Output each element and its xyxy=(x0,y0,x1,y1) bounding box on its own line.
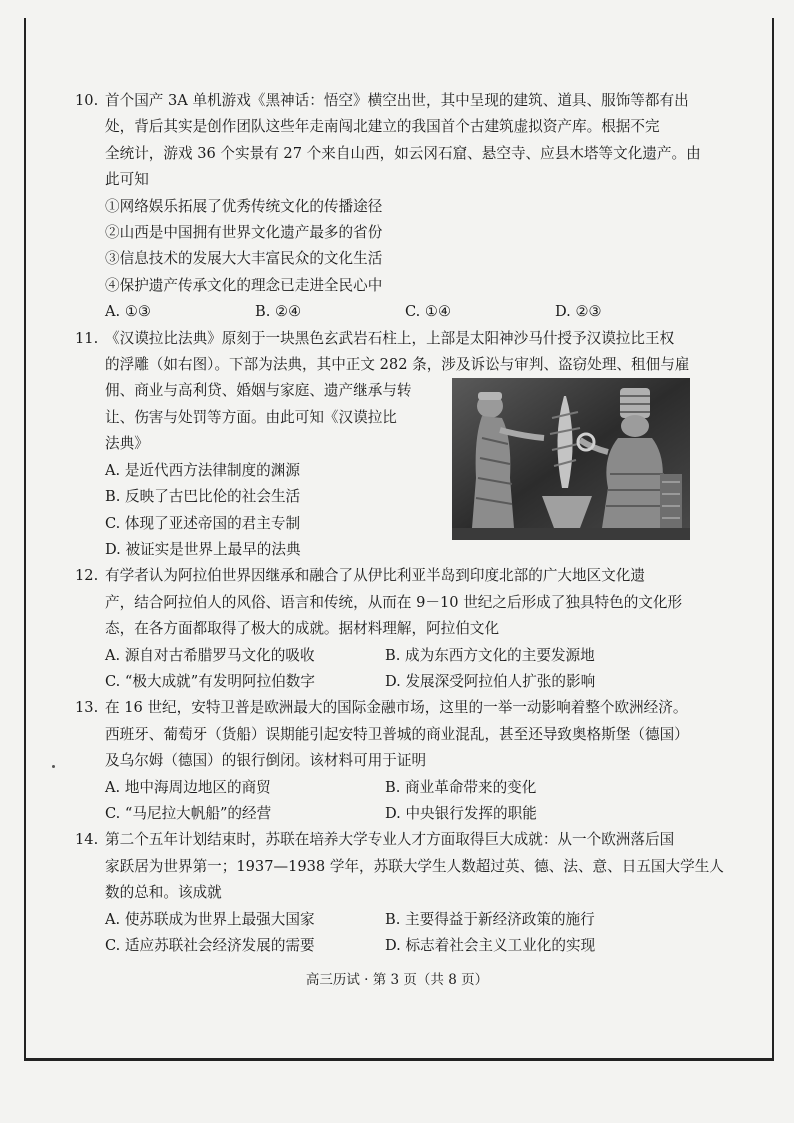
statement-2: ②山西是中国拥有世界文化遗产最多的省份 xyxy=(105,224,383,242)
question-number: 14. xyxy=(75,831,99,849)
option-d: D. 标志着社会主义工业化的实现 xyxy=(385,937,596,954)
relief-illustration xyxy=(452,378,690,540)
option-d: D. 被证实是世界上最早的法典 xyxy=(105,540,301,558)
option-b: B. 主要得益于新经济政策的施行 xyxy=(385,910,595,928)
options-row xyxy=(105,907,705,933)
question-text: 在 16 世纪，安特卫普是欧洲最大的国际金融市场，这里的一举一动影响着整个欧洲经济。 xyxy=(105,699,688,717)
question-text: 及乌尔姆（德国）的银行倒闭。该材料可用于证明 xyxy=(105,752,427,770)
option-b: B. 商业革命带来的变化 xyxy=(385,778,537,796)
scan-speck xyxy=(52,765,55,768)
option-a: A. 使苏联成为世界上最强大国家 xyxy=(105,910,315,928)
options-row xyxy=(105,299,705,325)
page-footer: 高三历试 · 第 3 页（共 8 页） xyxy=(305,972,489,988)
question-text: 家跃居为世界第一；1937—1938 学年，苏联大学生人数超过英、德、法、意、日五国大学生人 xyxy=(105,857,724,875)
option-c: C. 体现了亚述帝国的君主专制 xyxy=(105,514,301,532)
options-row xyxy=(105,933,705,959)
question-text: 法典》 xyxy=(105,435,149,453)
question-12 xyxy=(75,563,705,695)
statement-3: ③信息技术的发展大大丰富民众的文化生活 xyxy=(105,250,383,268)
question-14 xyxy=(75,827,724,959)
hammurabi-stele-relief-image xyxy=(452,378,690,540)
option-c: C. “马尼拉大帆船”的经营 xyxy=(105,804,272,822)
question-text: 的浮雕（如右图）。下部为法典，其中正文 282 条，涉及诉讼与审判、盗窃处理、租佃与雇 xyxy=(105,356,690,374)
question-text: 全统计，游戏 36 个实景有 27 个来自山西，如云冈石窟、悬空寺、应县木塔等文化遗产。由 xyxy=(105,144,701,162)
question-10 xyxy=(75,88,705,326)
question-number: 12. xyxy=(75,567,99,585)
question-11 xyxy=(75,326,705,564)
question-number: 10. xyxy=(75,92,99,109)
question-text: 西班牙、葡萄牙（货船）误期能引起安特卫普城的商业混乱，甚至还导致奥格斯堡（德国） xyxy=(105,725,689,743)
question-text: 处，背后其实是创作团队这些年走南闯北建立的我国首个古建筑虚拟资产库。根据不完 xyxy=(105,118,660,136)
options-row xyxy=(105,775,705,801)
option-b: B. ②④ xyxy=(255,303,302,321)
question-text: 第二个五年计划结束时，苏联在培养大学专业人才方面取得巨大成就：从一个欧洲落后国 xyxy=(105,831,675,849)
options-row xyxy=(105,801,705,827)
question-text: 佣、商业与高利贷、婚姻与家庭、遗产继承与转 xyxy=(105,382,412,400)
option-b: B. 成为东西方文化的主要发源地 xyxy=(385,646,595,664)
option-d: D. 中央银行发挥的职能 xyxy=(385,804,537,822)
question-text: 让、伤害与处罚等方面。由此可知《汉谟拉比 xyxy=(105,408,397,426)
question-number: 11. xyxy=(75,329,99,347)
option-a: A. 源自对古希腊罗马文化的吸收 xyxy=(105,646,315,664)
option-a: A. ①③ xyxy=(105,303,151,321)
option-a: A. 地中海周边地区的商贸 xyxy=(105,778,271,796)
options-row xyxy=(105,669,705,695)
question-left-column xyxy=(105,378,425,563)
option-c: C. 适应苏联社会经济发展的需要 xyxy=(105,937,315,954)
exam-content xyxy=(75,88,724,959)
option-d: D. 发展深受阿拉伯人扩张的影响 xyxy=(385,672,596,690)
option-c: C. ①④ xyxy=(405,303,452,321)
question-text: 首个国产 3A 单机游戏《黑神话：悟空》横空出世，其中呈现的建筑、道具、服饰等都有出 xyxy=(105,92,689,109)
question-13 xyxy=(75,695,705,827)
option-d: D. ②③ xyxy=(555,303,602,321)
question-text: 《汉谟拉比法典》原刻于一块黑色玄武岩石柱上，上部是太阳神沙马什授予汉谟拉比王权 xyxy=(105,329,675,347)
statement-1: ①网络娱乐拓展了优秀传统文化的传播途径 xyxy=(105,197,383,215)
options-row xyxy=(105,643,705,669)
option-b: B. 反映了古巴比伦的社会生活 xyxy=(105,488,301,506)
question-text: 此可知 xyxy=(105,171,149,189)
question-text: 有学者认为阿拉伯世界因继承和融合了从伊比利亚半岛到印度北部的广大地区文化遗 xyxy=(105,567,645,585)
option-c: C. “极大成就”有发明阿拉伯数字 xyxy=(105,672,315,690)
option-a: A. 是近代西方法律制度的渊源 xyxy=(105,461,300,479)
statement-4: ④保护遗产传承文化的理念已走进全民心中 xyxy=(105,276,383,294)
question-text: 态，在各方面都取得了极大的成就。据材料理解，阿拉伯文化 xyxy=(105,620,500,638)
question-text: 产，结合阿拉伯人的风俗、语言和传统，从而在 9－10 世纪之后形成了独具特色的文化形 xyxy=(105,593,683,611)
question-text: 数的总和。该成就 xyxy=(105,884,222,902)
question-number: 13. xyxy=(75,699,99,717)
